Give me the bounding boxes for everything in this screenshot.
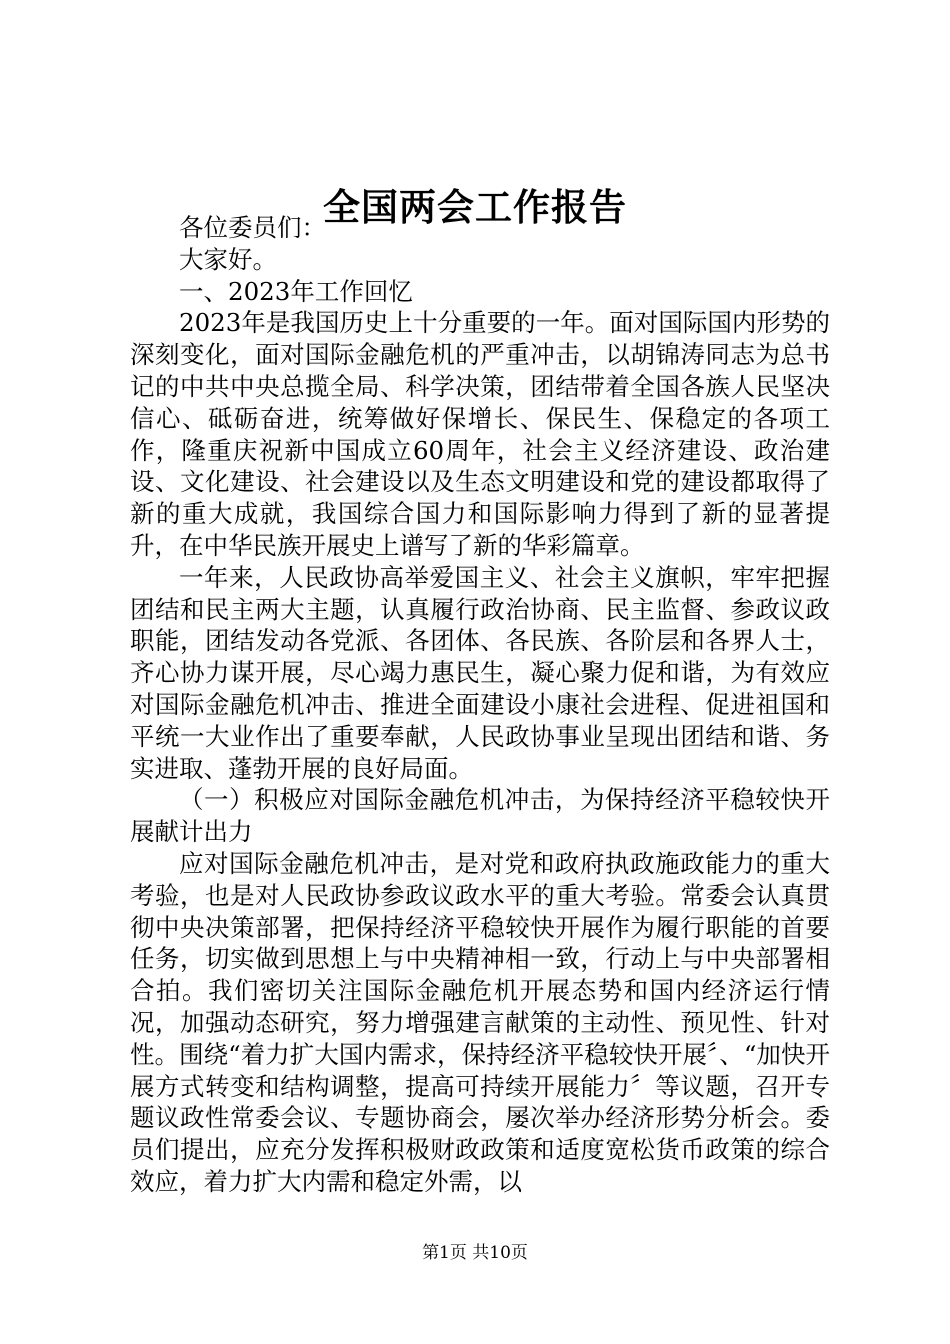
- body-paragraph: 应对国际金融危机冲击，是对党和政府执政施政能力的重大考验，也是对人民政协参政议政水平的重大考验。常委会认真贯彻中央决策部署，把保持经济平稳较快开展作为履行职能的首要任务，切实做到思想上与中央精神相一致，行动上与中央部署相合拍。我们密切关注国际金融危机开展态势和国内经济运行情况，加强动态研究，努力增强建言献策的主动性、预见性、针对性。围绕“着力扩大国内需求，保持经济平稳较快开展〞、“加快开展方式转变和结构调整，提高可持续开展能力〞等议题，召开专题议政性常委会议、专题协商会，屡次举办经济形势分析会。委员们提出，应充分发挥积极财政政策和适度宽松货币政策的综合效应，着力扩大内需和稳定外需，以: [130, 848, 830, 1196]
- greeting: 大家好。: [179, 244, 277, 274]
- document-title: 全国两会工作报告: [323, 185, 627, 229]
- section-heading: 一、2023年工作回忆: [179, 276, 413, 306]
- document-body: [130, 212, 830, 1198]
- page-number-footer: 第1页 共10页: [422, 1243, 528, 1263]
- subsection-heading: （一）积极应对国际金融危机冲击，为保持经济平稳较快开展献计出力: [130, 785, 830, 847]
- body-paragraph: 2023年是我国历史上十分重要的一年。面对国际国内形势的深刻变化，面对国际金融危机的严重冲击，以胡锦涛同志为总书记的中共中央总揽全局、科学决策，团结带着全国各族人民坚决信心、砥砺奋进，统筹做好保增长、保民生、保稳定的各项工作，隆重庆祝新中国成立60周年，社会主义经济建设、政治建设、文化建设、社会建设以及生态文明建设和党的建设都取得了新的重大成就，我国综合国力和国际影响力得到了新的显著提升，在中华民族开展史上谱写了新的华彩篇章。: [130, 308, 830, 560]
- salutation: 各位委员们：: [179, 213, 326, 242]
- body-paragraph: 一年来，人民政协高举爱国主义、社会主义旗帜，牢牢把握团结和民主两大主题，认真履行政治协商、民主监督、参政议政职能，团结发动各党派、各团体、各民族、各阶层和各界人士，齐心协力谋开展，尽心竭力惠民生，凝心聚力促和谐，为有效应对国际金融危机冲击、推进全面建设小康社会进程、促进祖国和平统一大业作出了重要奉献，人民政协事业呈现出团结和谐、务实进取、蓬勃开展的良好局面。: [130, 562, 830, 783]
